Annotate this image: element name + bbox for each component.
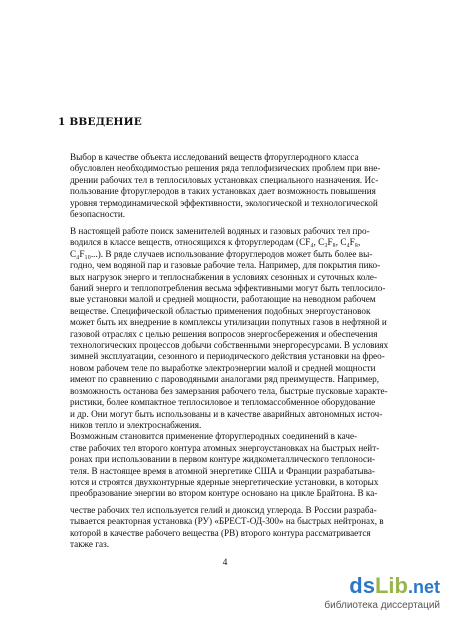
text-line: тывается реакторная установка (РУ) «БРЕСТ-ОД-300» на быстрых нейтронах, в <box>70 516 384 527</box>
paragraph-1 <box>70 152 388 220</box>
text-line: преобразование энергии во втором контуре основано на цикле Брайтона. В ка- <box>70 488 378 499</box>
text-line: уровня термодинамической эффективности, экологической и технологической <box>70 197 378 208</box>
text-line: может быть их внедрение в комплексы утилизации попутных газов в нефтяной и <box>70 317 387 328</box>
text-line: ников тепло и электроснабжения. <box>70 419 202 430</box>
logo-mark <box>324 575 440 598</box>
text-line: технологических процессов добычи собственными энергоресурсами. В условиях <box>70 340 389 351</box>
text-line: пользование фторуглеродов в таких установках дает возможность повышения <box>70 186 376 197</box>
page-number: 4 <box>222 558 228 568</box>
dslib-watermark-logo[interactable] <box>324 575 440 611</box>
text-line: также газ. <box>70 539 110 550</box>
text-line: дрении рабочих тел в теплосиловых установках специального назначения. Ис- <box>70 174 379 185</box>
text-line: Выбор в качестве объекта исследований веществ фторуглеродного класса <box>70 152 359 162</box>
text-line: C₄F₁₀...). В ряде случаев использование фторуглеродов может быть более вы- <box>70 248 373 259</box>
text-line: и др. Они могут быть использованы и в качестве аварийных автономных источ- <box>70 408 383 419</box>
logo-ds-text: ds <box>349 573 375 598</box>
text-line: годно, чем водяной пар и газовые рабочие тела. Например, для покрытия пико- <box>70 260 381 271</box>
text-line: новом рабочем теле по выработке электроэнергии малой и средней мощности <box>70 362 376 373</box>
logo-lib-text: Lib <box>374 573 408 598</box>
text-line: В настоящей работе поиск заменителей водяных и газовых рабочих тел про- <box>70 226 370 236</box>
text-line: баний энерго и теплопотребления весьма эффективными могут быть теплосило- <box>70 283 386 294</box>
section-heading: 1 ВВЕДЕНИЕ <box>58 116 142 128</box>
logo-net-text: .net <box>407 577 440 597</box>
text-line: имеют по сравнению с пароводяными аналогами ряд преимуществ. Например, <box>70 374 380 385</box>
text-line: которой в качестве рабочего вещества (РВ) второго контура рассматривается <box>70 527 371 538</box>
text-line: ристики, более компактное теплосиловое и тепломассобменное оборудование <box>70 397 376 408</box>
text-line: стве рабочих тел второго контура атомных энергоустановках на быстрых нейт- <box>70 442 380 453</box>
paragraph-3 <box>70 505 388 551</box>
text-line: вых нагрузок энерго и теплоснабжения в условиях сезонных и суточных коле- <box>70 271 378 282</box>
logo-subtitle: библиотека диссертаций <box>324 600 440 611</box>
text-line: возможность останова без замерзания рабочего тела, быстрые пусковые характе- <box>70 385 388 396</box>
text-line: веществе. Специфической областью применения подобных энергоустановок <box>70 305 371 316</box>
text-line: ронах при использовании в первом контуре жидкометаллического теплоноси- <box>70 454 376 465</box>
text-line: зимней эксплуатации, сезонного и периодического действия установки на фрео- <box>70 351 385 362</box>
text-line: теля. В настоящее время в атомной энергетике США и Франции разрабатыва- <box>70 465 375 476</box>
text-line: ются и строятся двухконтурные ядерные энергетические установки, в которых <box>70 476 379 487</box>
text-line: газовой отраслях с целью решения вопросов энергосбережения и обеспечения <box>70 328 378 339</box>
text-line: обусловлен необходимостью решения ряда теплофизических проблем при вне- <box>70 163 381 174</box>
text-line: безопасности. <box>70 209 126 220</box>
text-line: водился в классе веществ, относящихся к фторуглеродам (CF₄, C₃F₈, C₄F₈, <box>70 237 361 248</box>
paragraph-2 <box>70 226 388 500</box>
text-line: честве рабочих тел используется гелий и диоксид углерода. В России разраба- <box>70 505 377 515</box>
text-line: вые установки малой и средней мощности, работающие на неводном рабочем <box>70 294 376 305</box>
text-line: Возможным становится применение фторуглеродных соединений в каче- <box>70 431 358 442</box>
